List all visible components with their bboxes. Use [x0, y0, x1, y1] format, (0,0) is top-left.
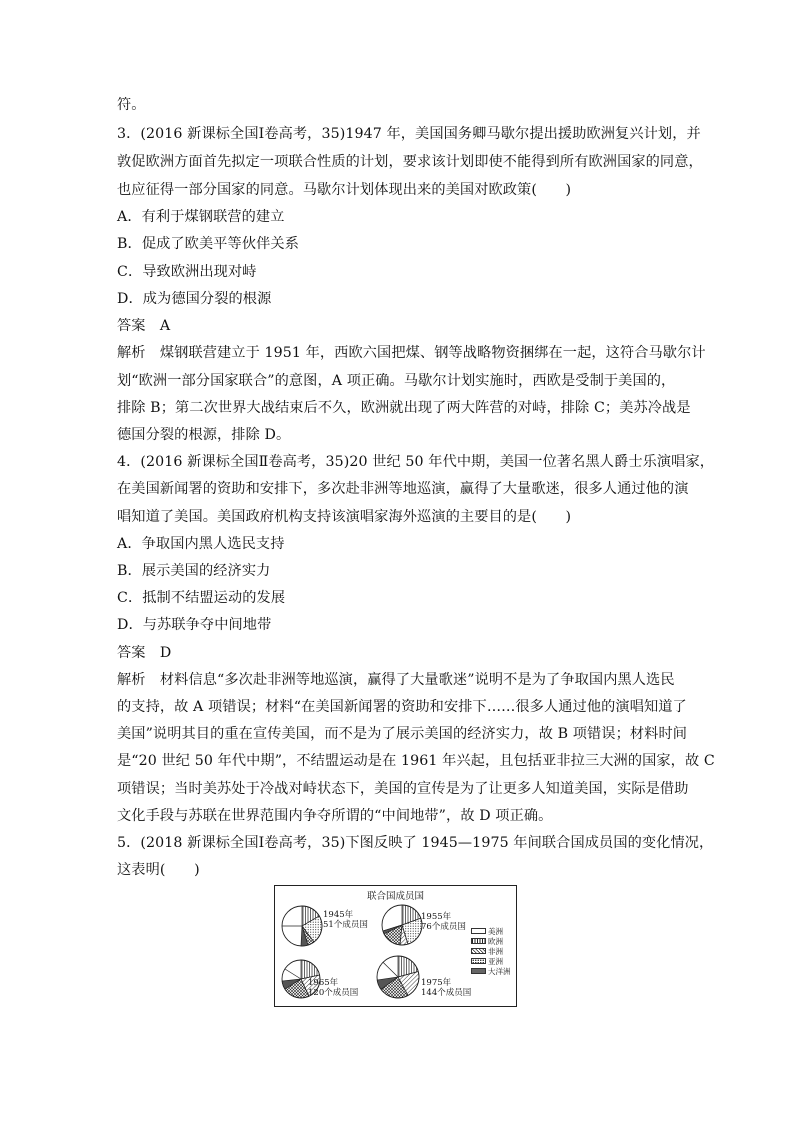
text-line: 的支持，故 A 项错误；材料“在美国新闻署的资助和安排下……很多人通过他的演唱知道了 [117, 699, 687, 715]
text-line: 项错误；当时美苏处于冷战对峙状态下，美国的宣传是为了让更多人知道美国，实际是借助 [117, 781, 689, 797]
legend-label: 欧洲 [488, 936, 503, 946]
option-d: D．成为德国分裂的根源 [117, 291, 272, 307]
pie-label-1975 [421, 978, 471, 998]
pie-count: 144个成员国 [421, 988, 472, 998]
text-line: 这表明( ) [117, 862, 200, 878]
pie-label-1945 [323, 910, 368, 930]
text-line: 符。 [117, 97, 146, 113]
option-b: B．促成了欧美平等伙伴关系 [117, 236, 299, 252]
question-3-stem: 3．(2016 新课标全国Ⅰ卷高考，35)1947 年，美国国务卿马歇尔提出援助欧洲复兴计划，并 [117, 126, 701, 142]
chart-legend [471, 926, 515, 976]
text-line: 划“欧洲一部分国家联合”的意图，A 项正确。马歇尔计划实施时，西欧是受制于美国的， [117, 373, 676, 389]
legend-label: 美洲 [488, 926, 503, 936]
legend-label: 亚洲 [488, 956, 503, 966]
text-line: 是“20 世纪 50 年代中期”，不结盟运动是在 1961 年兴起，且包括亚非拉三大洲的国家，故 C [117, 753, 715, 769]
pie-count: 76个成员国 [421, 922, 466, 932]
pie-year: 1945年 [323, 910, 354, 920]
figure-title: 联合国成员国 [366, 891, 424, 902]
option-c: C．抵制不结盟运动的发展 [117, 590, 286, 606]
pie-label-1955 [421, 912, 466, 932]
option-a: A．有利于煤钢联营的建立 [117, 209, 285, 225]
text-line: 德国分裂的根源，排除 D。 [117, 427, 291, 443]
analysis: 解析 材料信息“多次赴非洲等地巡演，赢得了大量歌迷”说明不是为了争取国内黑人选民 [117, 672, 675, 688]
pie-year: 1955年 [421, 912, 452, 922]
legend-item [471, 936, 515, 946]
legend-item [471, 966, 515, 976]
text-line: 唱知道了美国。美国政府机构支持该演唱家海外巡演的主要目的是( ) [117, 509, 572, 525]
text-line: 也应征得一部分国家的同意。马歇尔计划体现出来的美国对欧政策( ) [117, 182, 572, 198]
pie-count: 51个成员国 [323, 920, 368, 930]
legend-swatch [471, 958, 486, 964]
legend-item [471, 926, 515, 936]
option-c: C．导致欧洲出现对峙 [117, 264, 257, 280]
pie-label-1965 [308, 978, 358, 998]
legend-swatch [471, 938, 486, 944]
analysis: 解析 煤钢联营建立于 1951 年，西欧六国把煤、钢等战略物资捆绑在一起，这符合马歇尔计 [117, 345, 706, 361]
text-line: 敦促欧洲方面首先拟定一项联合性质的计划，要求该计划即使不能得到所有欧洲国家的同意， [117, 154, 703, 170]
text-line: 文化手段与苏联在世界范围内争夺所谓的“中间地带”，故 D 项正确。 [117, 808, 553, 824]
pie-chart-1955 [380, 903, 424, 947]
option-b: B．展示美国的经济实力 [117, 563, 271, 579]
legend-label: 非洲 [488, 946, 503, 956]
pie-year: 1975年 [421, 978, 452, 988]
legend-swatch [471, 928, 486, 934]
question-4-stem: 4．(2016 新课标全国Ⅱ卷高考，35)20 世纪 50 年代中期，美国一位著名黑人爵士乐演唱家， [117, 454, 715, 470]
pie-year: 1965年 [308, 978, 339, 988]
legend-label: 大洋洲 [488, 966, 511, 976]
option-a: A．争取国内黑人选民支持 [117, 536, 285, 552]
pie-chart-1975 [375, 954, 421, 1000]
legend-swatch [471, 968, 486, 974]
legend-item [471, 956, 515, 966]
legend-item [471, 946, 515, 956]
un-membership-figure [274, 885, 517, 1007]
text-line: 排除 B；第二次世界大战结束后不久，欧洲就出现了两大阵营的对峙，排除 C；美苏冷战是 [117, 400, 691, 416]
pie-count: 120个成员国 [308, 988, 359, 998]
question-5-stem: 5．(2018 新课标全国Ⅰ卷高考，35)下图反映了 1945—1975 年间联合国成员国的变化情况， [117, 835, 714, 851]
pie-chart-1945 [280, 904, 324, 948]
answer: 答案 D [117, 645, 172, 661]
legend-swatch [471, 948, 486, 954]
option-d: D．与苏联争夺中间地带 [117, 617, 272, 633]
text-line: 美国”说明其目的重在宣传美国，而不是为了展示美国的经济实力，故 B 项错误；材料时间 [117, 726, 688, 742]
answer: 答案 A [117, 318, 171, 334]
text-line: 在美国新闻署的资助和安排下，多次赴非洲等地巡演，赢得了大量歌迷，很多人通过他的演 [117, 481, 689, 497]
